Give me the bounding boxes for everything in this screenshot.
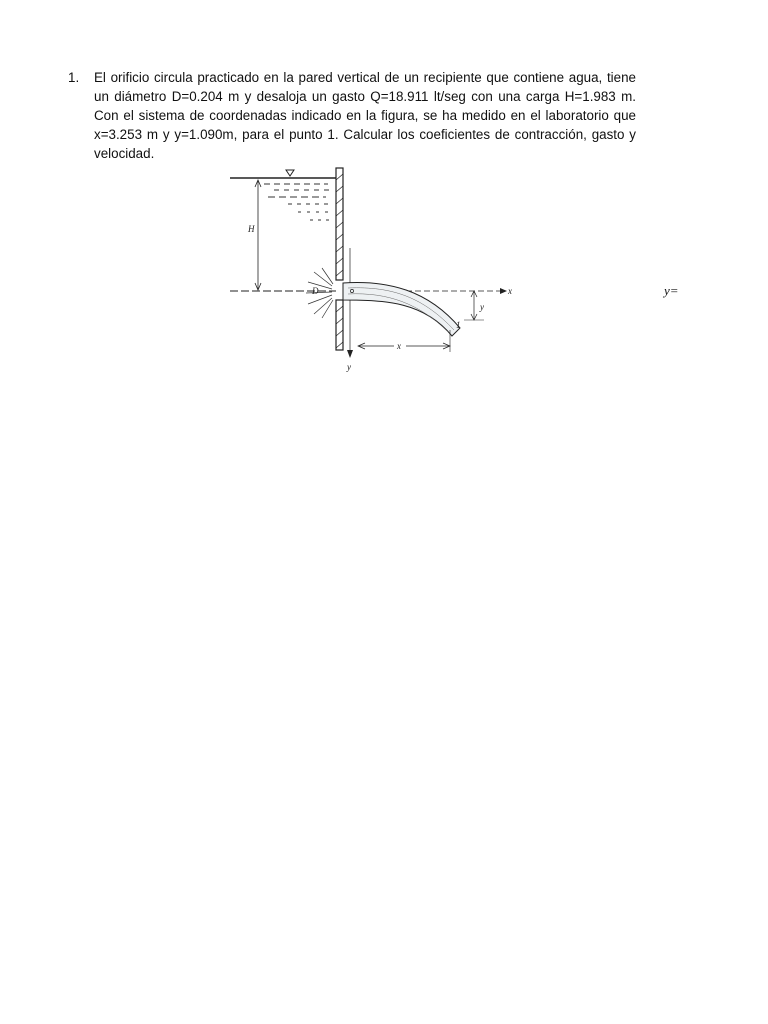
side-note: y= [664,283,679,298]
y-axis-label: y [347,362,351,372]
orifice-diagram [228,160,518,380]
x-distance-label: x [397,341,401,351]
y-distance-label: y [480,302,484,312]
problem-number: 1. [68,70,80,85]
point-label: 1 [456,320,461,330]
head-label: H [248,224,255,234]
x-axis-label: x [508,286,512,296]
diameter-label: D [312,286,319,296]
problem-text: El orificio circula practicado en la pared vertical de un recipiente que contiene agua, tiene un diámetro D=0.204 m y desaloja un gasto Q=18.911 lt/seg con una carga H=1.983 m. Con el sistema de coordenadas indicado en la figura, se ha medido en el laboratorio que x=3.253 m y y=1.090m, para el punto 1. Calcular los coeficientes de contracción, gasto y velocidad. [94,70,636,161]
problem-statement [68,68,636,163]
